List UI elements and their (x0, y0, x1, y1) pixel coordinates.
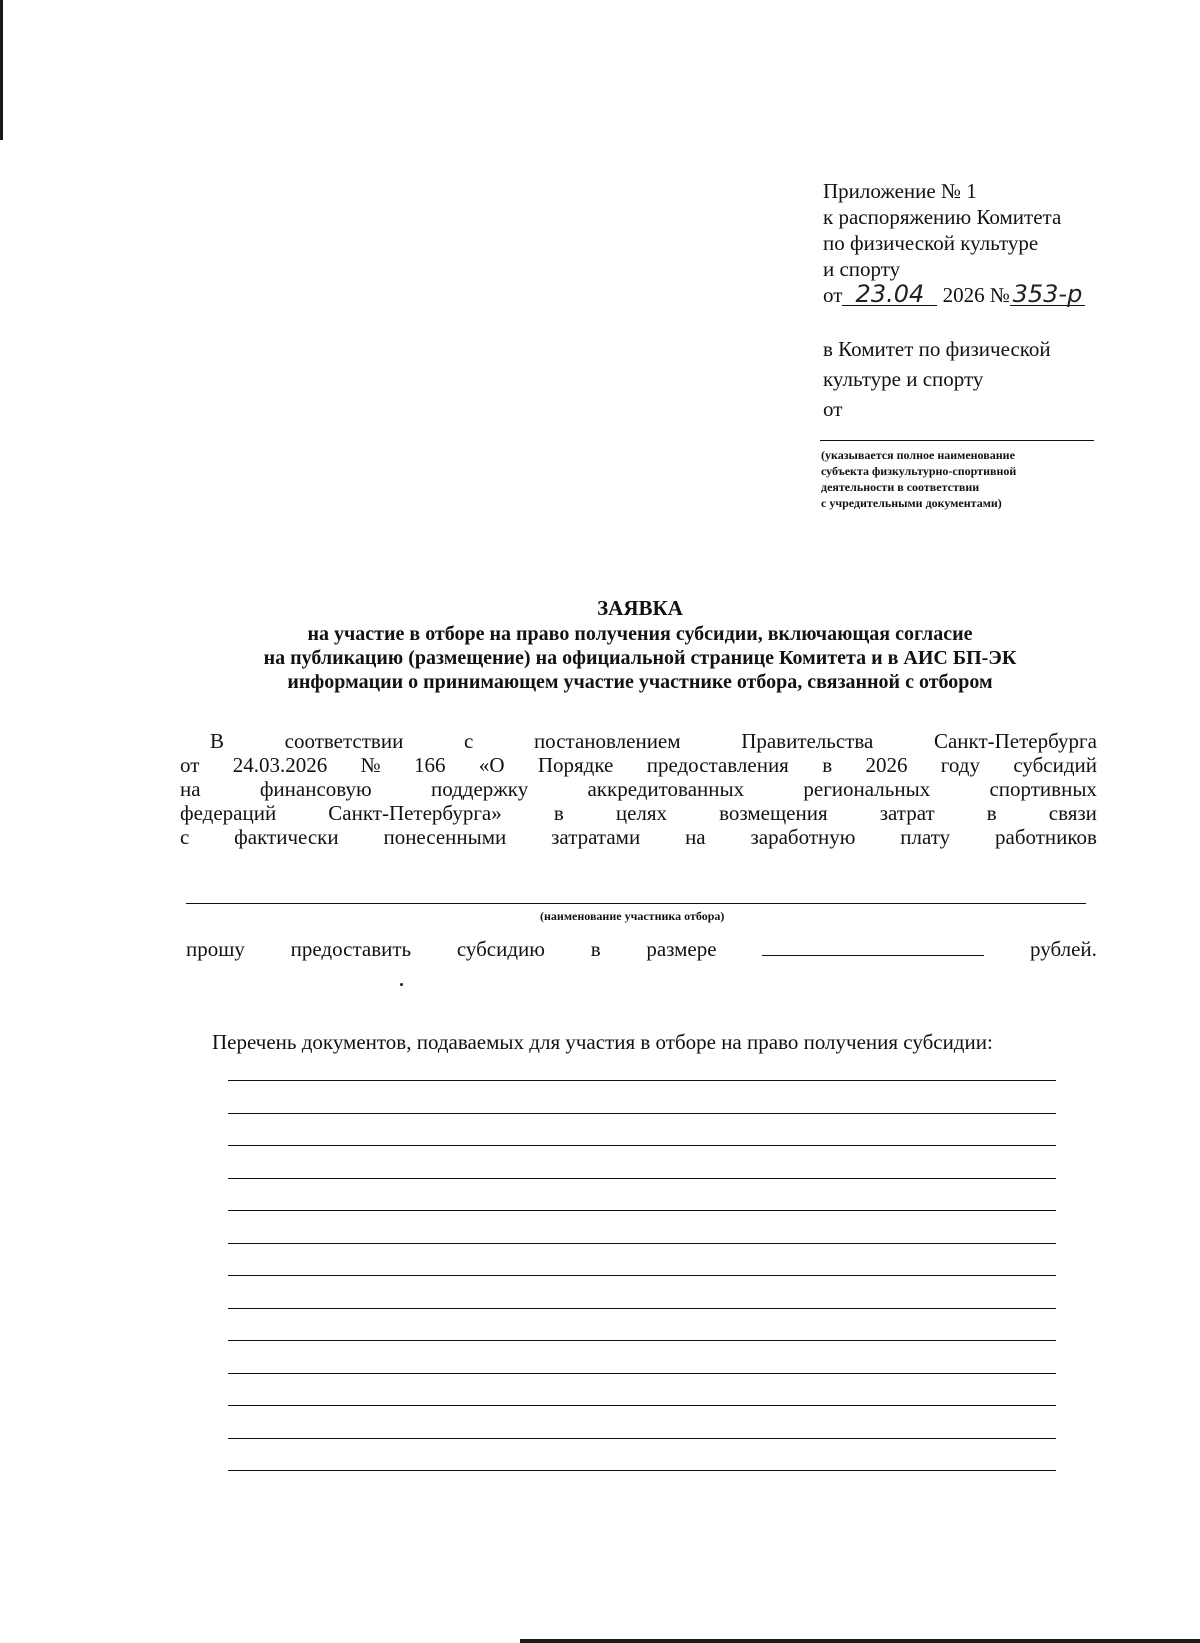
paragraph-word: В (210, 729, 225, 753)
paragraph-word: заработную (750, 825, 856, 849)
paragraph-word: соответствии (284, 729, 404, 753)
order-date-line (823, 282, 1085, 308)
appendix-header (823, 178, 1085, 308)
body-paragraph (180, 729, 1097, 849)
hint-line: субъекта физкультурно-спортивной (821, 464, 1017, 478)
year-text: 2026 № (942, 283, 1010, 307)
handwritten-number: 353-р (1010, 283, 1085, 306)
applicant-name-hint (821, 447, 1016, 511)
request-word: размере (646, 937, 717, 961)
addressee-line: культуре и спорту (823, 367, 984, 391)
document-title (140, 596, 1140, 694)
paragraph-word: спортивных (989, 777, 1097, 801)
scan-dot (400, 983, 403, 986)
paragraph-line (180, 729, 1097, 753)
paragraph-line (180, 777, 1097, 801)
paragraph-word: субсидий (1013, 753, 1097, 777)
currency-label: рублей. (1030, 937, 1097, 961)
document-entry-line[interactable] (228, 1210, 1056, 1212)
addressee-line: в Комитет по физической (823, 337, 1051, 361)
date-prefix: от (823, 283, 843, 307)
document-entry-line[interactable] (228, 1080, 1056, 1082)
paragraph-word: фактически (234, 825, 339, 849)
request-word: прошу (186, 937, 245, 961)
paragraph-word: в (553, 801, 564, 825)
paragraph-word: возмещения (719, 801, 828, 825)
paragraph-word: региональных (803, 777, 931, 801)
paragraph-word: работников (995, 825, 1097, 849)
document-entry-line[interactable] (228, 1275, 1056, 1277)
paragraph-word: постановлением (533, 729, 681, 753)
paragraph-word: Санкт-Петербурга» (328, 801, 502, 825)
appendix-line: и спорту (823, 257, 901, 281)
title-line: информации о принимающем участие участнике отбора, связанной с отбором (287, 671, 993, 693)
document-entry-line[interactable] (228, 1113, 1056, 1115)
document-entry-line[interactable] (228, 1470, 1056, 1472)
participant-name-field[interactable] (186, 903, 1086, 904)
hint-line: деятельности в соответствии (821, 480, 980, 494)
paragraph-word: 2026 (865, 753, 908, 777)
paragraph-word: Санкт-Петербурга (933, 729, 1097, 753)
document-entry-line[interactable] (228, 1373, 1056, 1375)
scan-edge-mark (520, 1639, 1200, 1643)
documents-list-lines (228, 1080, 1056, 1503)
appendix-line: по физической культуре (823, 231, 1039, 255)
addressee-block (823, 334, 1051, 424)
paragraph-word: аккредитованных (587, 777, 745, 801)
participant-name-hint: (наименование участника отбора) (540, 909, 725, 923)
document-entry-line[interactable] (228, 1243, 1056, 1245)
paragraph-word: целях (615, 801, 668, 825)
paragraph-word: с (463, 729, 474, 753)
request-word: субсидию (456, 937, 545, 961)
request-word: в (590, 937, 601, 961)
paragraph-word: финансовую (259, 777, 372, 801)
paragraph-word: плату (900, 825, 951, 849)
paragraph-word: затрат (879, 801, 935, 825)
paragraph-line (180, 825, 1097, 849)
document-entry-line[interactable] (228, 1178, 1056, 1180)
paragraph-word: на (685, 825, 706, 849)
paragraph-word: 24.03.2026 (232, 753, 328, 777)
paragraph-word: 166 (413, 753, 446, 777)
documents-list-title: Перечень документов, подаваемых для участия в отборе на право получения субсидии: (212, 1030, 993, 1054)
document-entry-line[interactable] (228, 1405, 1056, 1407)
title-main: ЗАЯВКА (597, 596, 683, 620)
paragraph-word: затратами (551, 825, 641, 849)
paragraph-word: № (360, 753, 381, 777)
scan-edge-mark (0, 0, 3, 140)
paragraph-word: «О (478, 753, 505, 777)
subsidy-amount-field[interactable] (762, 937, 984, 956)
document-entry-line[interactable] (228, 1438, 1056, 1440)
hint-line: с учредительными документами) (821, 496, 1002, 510)
document-entry-line[interactable] (228, 1340, 1056, 1342)
document-entry-line[interactable] (228, 1308, 1056, 1310)
paragraph-line (180, 753, 1097, 777)
paragraph-word: понесенными (383, 825, 507, 849)
applicant-name-field[interactable] (820, 440, 1094, 441)
paragraph-line (180, 801, 1097, 825)
paragraph-word: году (940, 753, 980, 777)
paragraph-word: от (180, 753, 200, 777)
paragraph-word: связи (1048, 801, 1097, 825)
paragraph-word: поддержку (430, 777, 529, 801)
paragraph-word: Правительства (741, 729, 874, 753)
subsidy-request-line (186, 937, 1097, 961)
document-entry-line[interactable] (228, 1145, 1056, 1147)
paragraph-word: в (822, 753, 833, 777)
handwritten-date: 23.04 (842, 283, 937, 306)
appendix-line: Приложение № 1 (823, 179, 977, 203)
paragraph-word: на (180, 777, 201, 801)
paragraph-word: с (180, 825, 190, 849)
request-word: предоставить (290, 937, 412, 961)
paragraph-word: предоставления (646, 753, 789, 777)
hint-line: (указывается полное наименование (821, 448, 1015, 462)
title-line: на публикацию (размещение) на официальной странице Комитета и в АИС БП-ЭК (263, 647, 1017, 669)
paragraph-word: Порядке (537, 753, 614, 777)
paragraph-word: в (986, 801, 997, 825)
title-line: на участие в отборе на право получения субсидии, включающая согласие (307, 623, 973, 645)
addressee-line: от (823, 397, 843, 421)
paragraph-word: федераций (180, 801, 277, 825)
appendix-line: к распоряжению Комитета (823, 205, 1062, 229)
